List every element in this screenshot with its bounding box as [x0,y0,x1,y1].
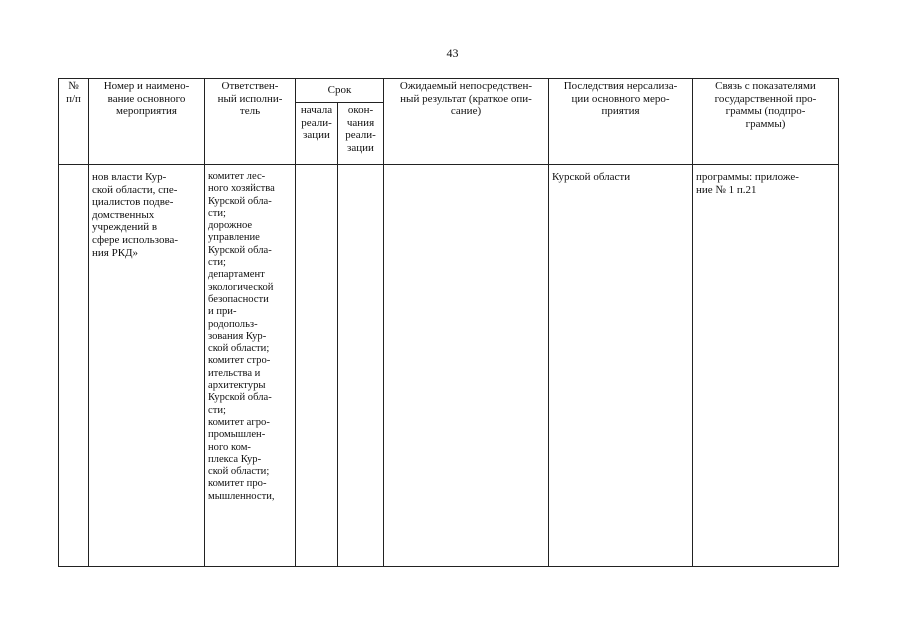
header-link: Связь с показателями государственной про- граммы (подпро- граммы) [693,79,839,165]
header-name: Номер и наимено- вание основного мероприятия [89,79,205,165]
header-consequences: Последствия нерсализа- ции основного меро- приятия [549,79,693,165]
header-responsible: Ответствен- ный исполни- тель [205,79,296,165]
cell-start [296,165,338,567]
page-number: 43 [446,46,459,60]
cell-consequences: Курской области [549,165,693,567]
header-num: № п/п [59,79,89,165]
header-end: окон- чания реали- зации [338,103,384,165]
cell-result [384,165,549,567]
measures-table [58,78,839,567]
table-row [59,165,839,567]
cell-name: нов власти Кур- ской области, спе- циалистов подве- домственных учреждений в сфере использова- ния РКД» [89,165,205,567]
cell-num [59,165,89,567]
cell-end [338,165,384,567]
header-result: Ожидаемый непосредствен- ный результат (краткое опи- сание) [384,79,549,165]
cell-link: программы: приложе- ние № 1 п.21 [693,165,839,567]
header-start: начала реали- зации [296,103,338,165]
header-term: Срок [296,79,384,103]
cell-responsible: комитет лес- ного хозяйства Курской обла- сти; дорожное управление Курской обла- сти; департамент экологической безопасности и при- родопольз- зования Кур- ской области; комитет стро- ительства и архитектуры Курской обла- сти; комитет агро- промышлен- ного ком- плекса Кур- ской области; комитет про- мышленности, [205,165,296,567]
